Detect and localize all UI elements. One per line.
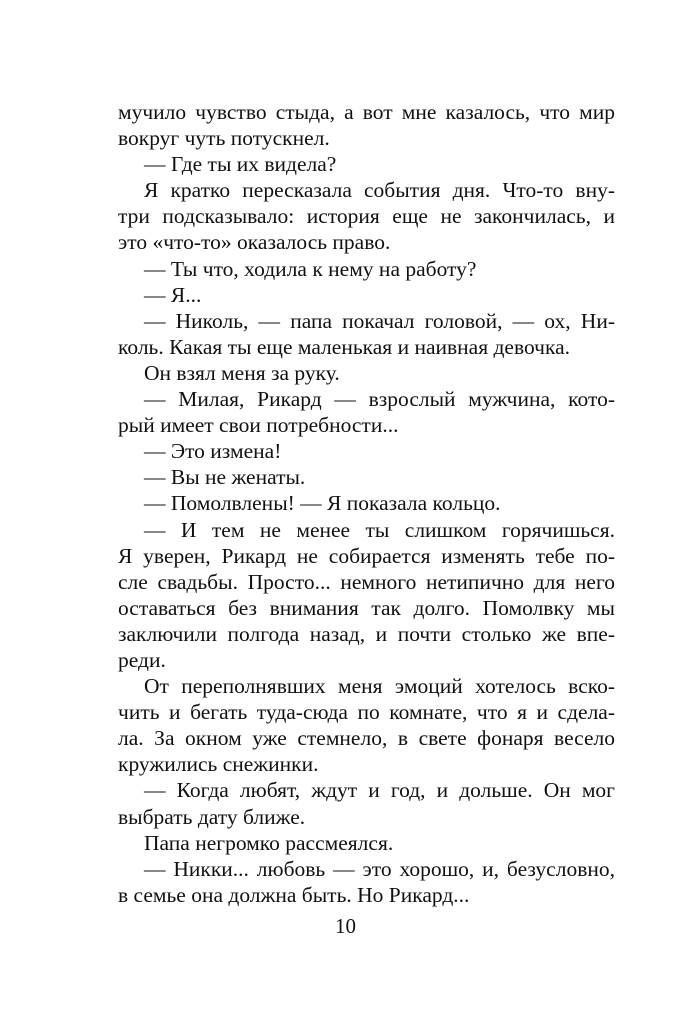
text-line: реди. (118, 647, 166, 672)
text-line: Он взял меня за руку. (144, 360, 340, 385)
text-line: кружились снежинки. (118, 752, 319, 777)
text-line: — Где ты их видела? (144, 152, 337, 177)
text-line: — Когда любят, ждут и год, и дольше. Он мог (144, 778, 615, 803)
page-number: 10 (335, 914, 356, 938)
text-line: Я кратко пересказала события дня. Что-то вну- (144, 178, 615, 203)
text-line: — Николь, — папа покачал головой, — ох, Ни- (144, 308, 615, 333)
text-line: — Вы не женаты. (144, 465, 306, 490)
text-line: три подсказывало: история еще не закончилась, и (118, 204, 615, 229)
text-line: коль. Какая ты еще маленькая и наивная девочка. (118, 334, 570, 359)
text-line: заключили полгода назад, и почти столько же впе- (118, 621, 615, 646)
text-line: От переполнявших меня эмоций хотелось вско- (144, 674, 615, 699)
body-text (118, 99, 615, 908)
text-line: чить и бегать туда-сюда по комнате, что я и сдела- (118, 700, 615, 725)
text-line: оставаться без внимания так долго. Помолвку мы (118, 595, 615, 620)
text-line: рый имеет свои потребности... (118, 413, 399, 438)
text-line: — Это измена! (144, 439, 282, 464)
text-line: — И тем не менее ты слишком горячишься. (144, 517, 615, 542)
text-line: — Я... (144, 282, 202, 307)
text-line: — Ты что, ходила к нему на работу? (144, 256, 477, 281)
text-line: — Никки... любовь — это хорошо, и, безусловно, (144, 856, 615, 881)
text-line: сле свадьбы. Просто... немного нетипично для него (118, 569, 615, 594)
text-line: это «что-то» оказалось право. (118, 230, 391, 255)
text-line: — Милая, Рикард — взрослый мужчина, кото- (144, 387, 615, 412)
text-line: Папа негромко рассмеялся. (144, 830, 394, 855)
text-line: вокруг чуть потускнел. (118, 126, 330, 151)
text-line: Я уверен, Рикард не собирается изменять тебе по- (118, 543, 615, 568)
text-line: в семье она должна быть. Но Рикард... (118, 882, 470, 907)
text-line: выбрать дату ближе. (118, 804, 306, 829)
text-line: ла. За окном уже стемнело, в свете фонаря весело (118, 726, 615, 751)
text-line: мучило чувство стыда, а вот мне казалось, что мир (118, 100, 615, 124)
text-line: — Помолвлены! — Я показала кольцо. (144, 491, 501, 516)
